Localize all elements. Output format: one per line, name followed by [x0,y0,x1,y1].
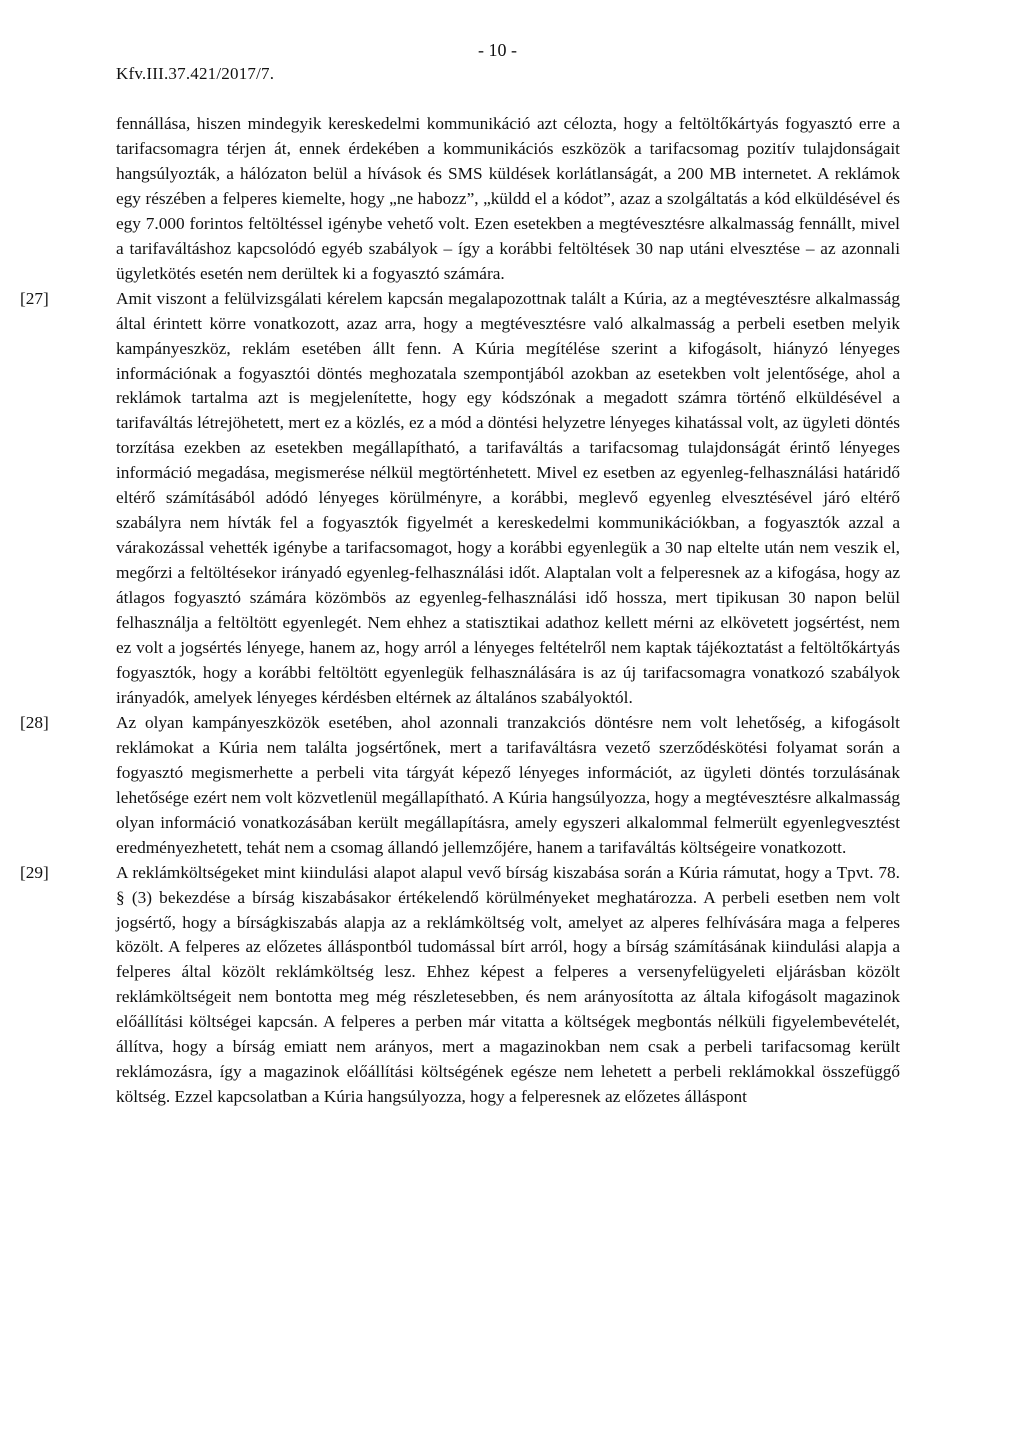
paragraph-27 [20,287,900,711]
paragraph-number: [29] [20,862,49,882]
paragraph-text: Az olyan kampányeszközök esetében, ahol azonnali tranzakciós döntésre nem volt lehetőség, a kifogásolt reklámokat a Kúria nem találta jogsértőnek, mert a tarifaváltásra vezető szerződéskötési folyamat során a fogyasztó megismerhette a perbeli vita tárgyát képező lényeges információt, az ügyleti döntés torzulásának lehetősége ezért nem volt közvetlenül megállapítható. A Kúria hangsúlyozza, hogy a megtévesztésre alkalmasság olyan információ vonatkozásában került megállapításra, amely egyszeri alkalommal felmerült egyenlegvesztést eredményezhetett, tehát nem a csomag állandó jellemzőjére, hanem a tarifaváltás költségeire vonatkozott. [116,712,900,857]
paragraph-number: [28] [20,712,49,732]
page-number: - 10 - [478,40,517,60]
paragraph-29 [20,861,900,1111]
paragraph-continuation [116,112,900,287]
case-number: Kfv.III.37.421/2017/7. [116,64,275,83]
paragraph-28 [20,711,900,861]
paragraph-text: fennállása, hiszen mindegyik kereskedelmi kommunikáció azt célozta, hogy a feltöltőkártyás fogyasztó erre a tarifacsomagra térjen át, ennek érdekében a kommunikációs eszközök a tarifacsomag pozitív tulajdonságait hangsúlyozták, a hálózaton belül a hívások és SMS küldések korlátlanságát, a 200 MB internetet. A reklámok egy részében a felperes kiemelte, hogy „ne habozz”, „küldd el a kódot”, azaz a szolgáltatás a kód elküldésével és egy 7.000 forintos feltöltéssel igénybe vehető volt. Ezen esetekben a megtévesztésre alkalmasság fennállt, mivel a tarifaváltáshoz kapcsolódó egyéb szabályok – így a korábbi feltöltések 30 nap utáni elvesztése – az azonnali ügyletkötés esetén nem derültek ki a fogyasztó számára. [116,114,900,283]
paragraph-text: Amit viszont a felülvizsgálati kérelem kapcsán megalapozottnak talált a Kúria, az a megtévesztésre alkalmasság által érintett körre vonatkozott, azaz arra, hogy a megtévesztésre való alkalmasság a perbeli esetben melyik kampányeszköz, reklám esetében állt fenn. A Kúria megítélése szerint a kifogásolt, hiányzó lényeges információnak a fogyasztói döntés meghozatala szempontjából azokban az esetekben volt jelentősége, ahol a reklámok tartalma azt is megjelenítette, hogy egy kódszónak a megadott számra történő elküldésével a tarifaváltás létrejöhetett, mert ez a közlés, ez a mód a döntési helyzetre lényeges kihatással volt, az ügyleti döntés torzítása ezekben az esetekben megállapítható, a tarifaváltás a tarifacsomag tulajdonságát érintő lényeges információ megadása, megismerése nélkül megtörténhetett. Mivel ez esetben az egyenleg-felhasználási határidő eltérő számításából adódó lényeges körülményre, a korábbi, meglevő egyenleg elvesztésével járó eltérő szabályra nem hívták fel a fogyasztók figyelmét a kereskedelmi kommunikációkban, a fogyasztók azzal a várakozással vehették igénybe a tarifacsomagot, hogy a korábbi egyenlegük a 30 nap eltelte után nem veszik el, megőrzi a feltöltésekor irányadó egyenleg-felhasználási időt. Alaptalan volt a felperesnek az a kifogása, hogy az átlagos fogyasztó számára közömbös az egyenleg-felhasználási idő hossza, mert tipikusan 30 napon belül felhasználja a feltöltött egyenlegét. Nem ehhez a statisztikai adathoz kellett mérni az elkövetett jogsértést, nem ez volt a jogsértés lényege, hanem az, hogy arról a lényeges feltételről nem kaptak tájékoztatást a feltöltőkártyás fogyasztók, hogy a korábbi feltöltött egyenlegük felhasználására is az új tarifacsomagra vonatkozó szabályok irányadók, amelyek lényeges kérdésben eltérnek az általános szabályoktól. [116,288,900,707]
document-body [20,112,900,1110]
paragraph-number: [27] [20,288,49,308]
paragraph-text: A reklámköltségeket mint kiindulási alapot alapul vevő bírság kiszabása során a Kúria rámutat, hogy a Tpvt. 78. § (3) bekezdése a bírság kiszabásakor értékelendő körülményeket meghatározza. A perbeli esetben nem volt jogsértő, hogy a bírságkiszabás alapja az a reklámköltség volt, amelyet az alperes felhívására maga a felperes közölt. A felperes az előzetes álláspontból tudomással bírt arról, hogy a bírság számításának kiindulási alapja a felperes által közölt reklámköltség lesz. Ehhez képest a felperes a versenyfelügyeleti eljárásban közölt reklámköltségeit nem bontotta meg még részletesebben, és nem arányosította az általa kifogásolt magazinok előállítási költségei kapcsán. A felperes a perben már vitatta a költségek megbontás nélküli figyelembevételét, állítva, hogy a bírság emiatt nem arányos, mert a magazinokban nem csak a perbeli tarifacsomag került reklámozásra, így a magazinok előállítási költségének egésze nem lehetett a perbeli reklámokkal összefüggő költség. Ezzel kapcsolatban a Kúria hangsúlyozza, hogy a felperesnek az előzetes álláspont [116,862,900,1107]
